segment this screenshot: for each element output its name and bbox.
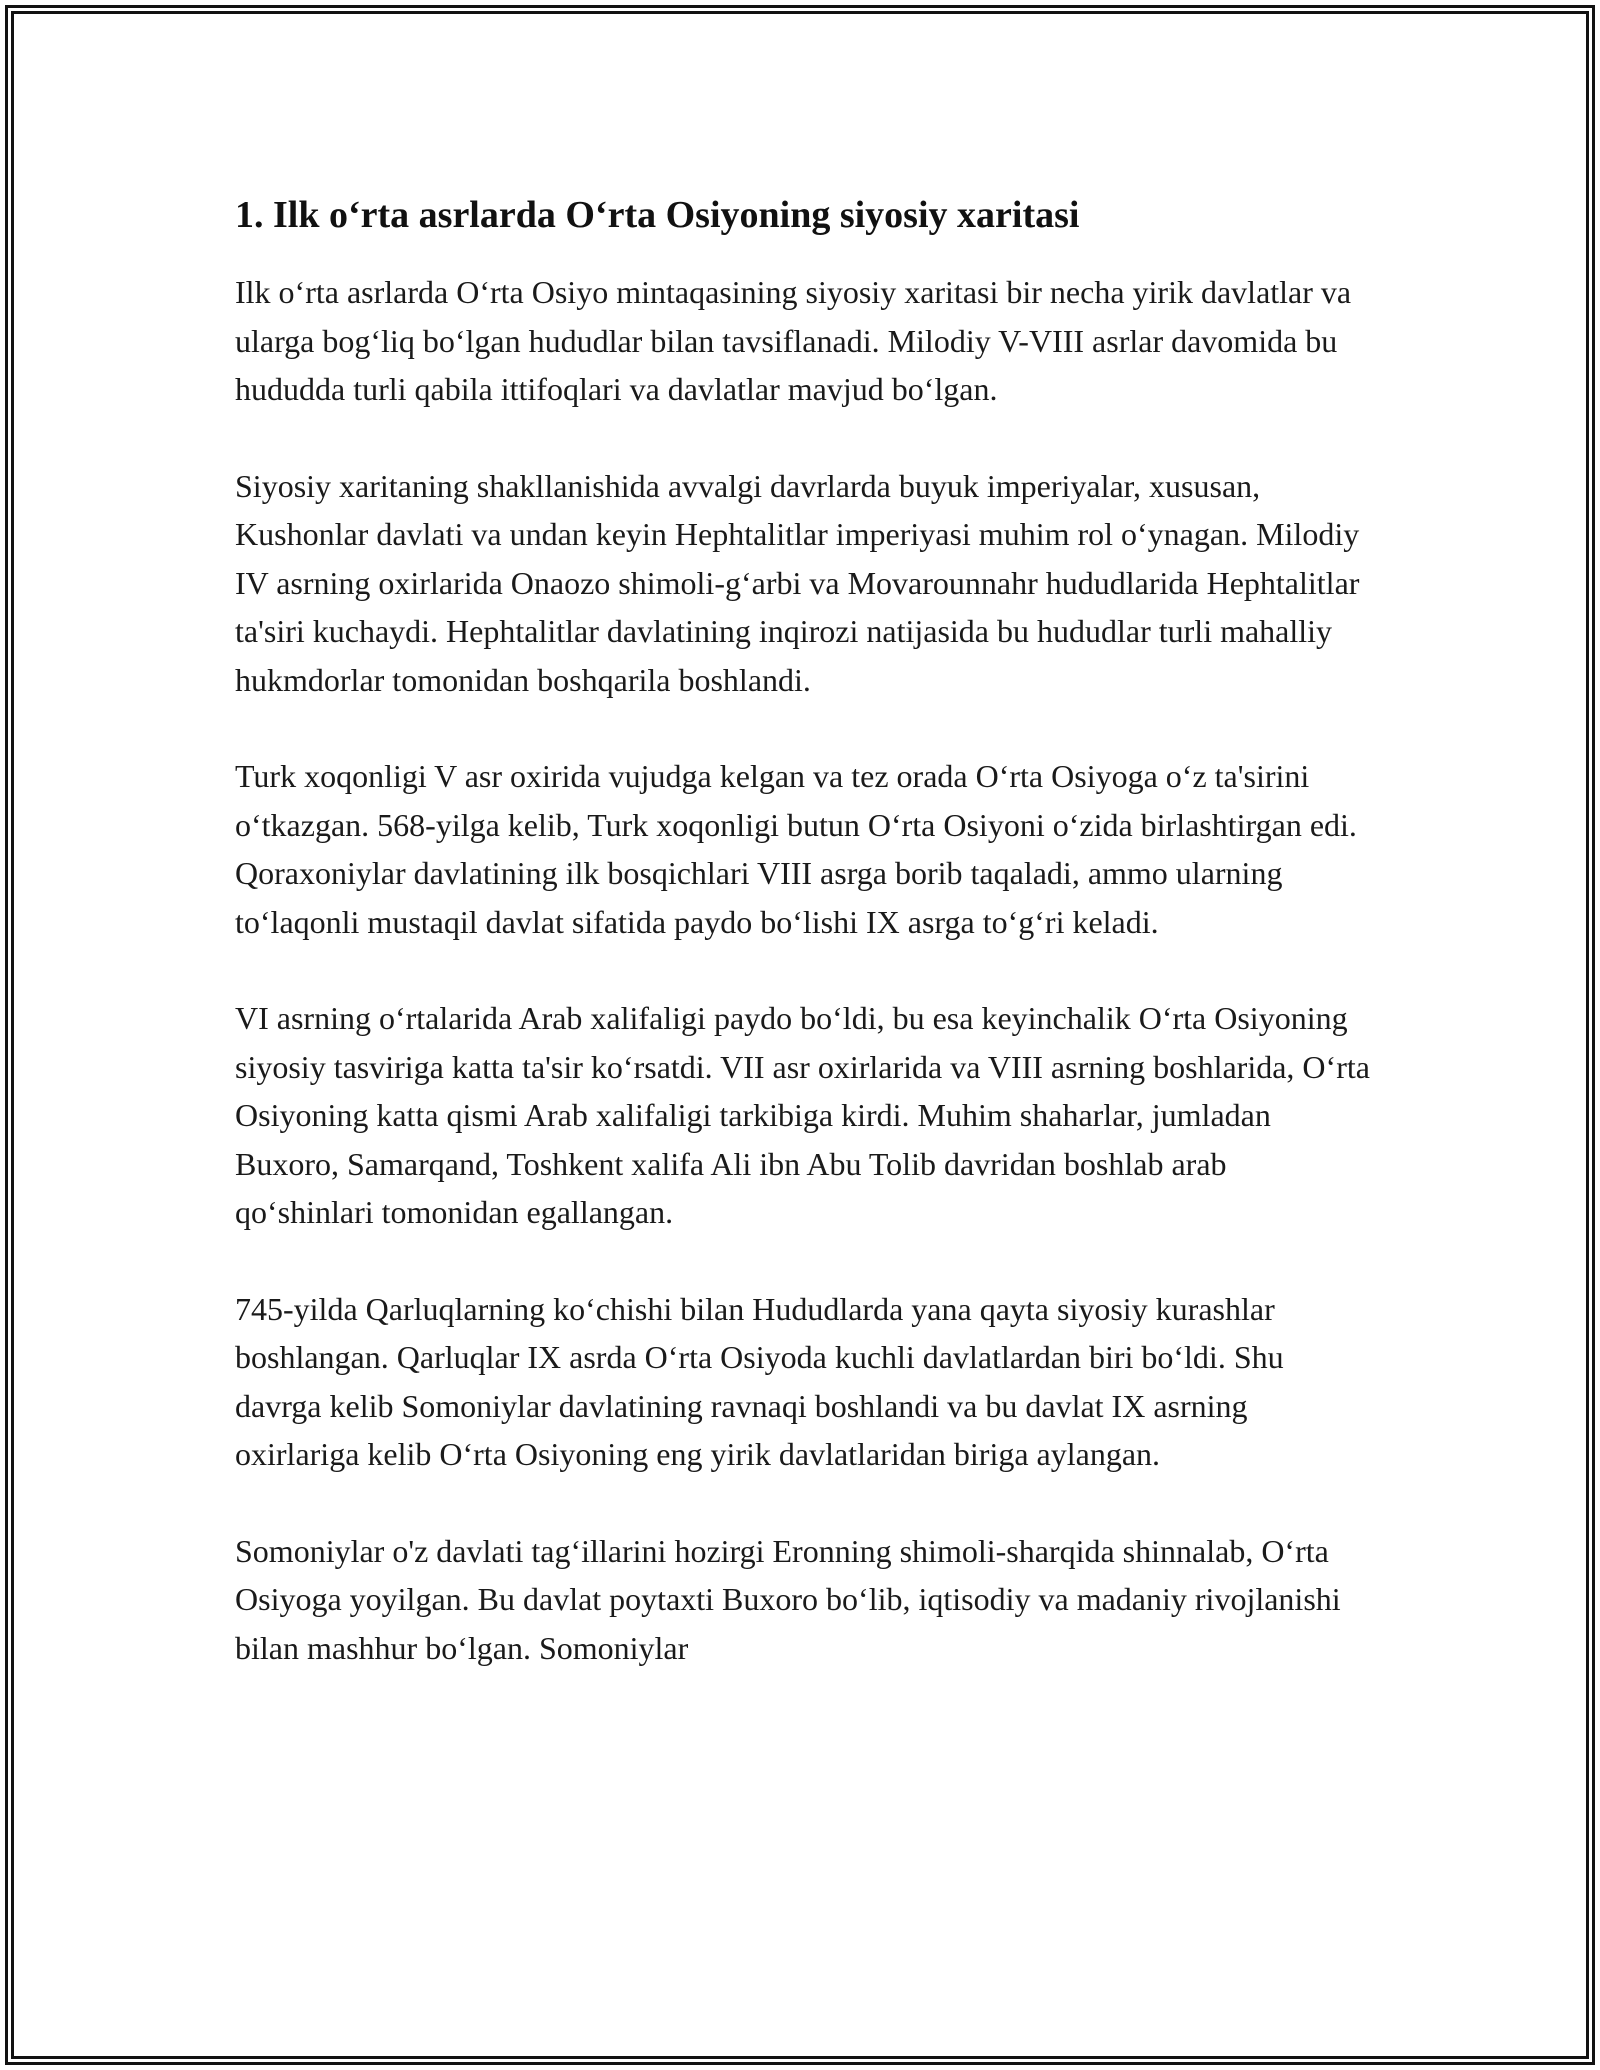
paragraph-2: Siyosiy xaritaning shakllanishida avvalgi davrlarda buyuk imperiyalar, xususan, Kushonlar davlati va undan keyin Hephtalitlar imperiyasi muhim rol oʻynagan. Milodiy IV asrning oxirlarida Onaozo shimoli-gʻarbi va Movarounnahr hududlarida Hephtalitlar ta'siri kuchaydi. Hephtalitlar davlatining inqirozi natijasida bu hududlar turli mahalliy hukmdorlar tomonidan boshqarila boshlandi.: [235, 467, 1360, 698]
paragraph-6: Somoniylar o'z davlati tagʻillarini hozirgi Eronning shimoli-sharqida shinnalab, Oʻrta Osiyoga yoyilgan. Bu davlat poytaxti Buxoro boʻlib, iqtisodiy va madaniy rivojlanishi bilan mashhur boʻlgan. Somoniylar: [235, 1532, 1341, 1666]
paragraph-1: Ilk oʻrta asrlarda Oʻrta Osiyo mintaqasining siyosiy xaritasi bir necha yirik davlatlar va ularga bogʻliq boʻlgan hududlar bilan tavsiflanadi. Milodiy V-VIII asrlar davomida bu hududda turli qabila ittifoqlari va davlatlar mavjud boʻlgan.: [235, 274, 1352, 407]
section-heading: 1. Ilk oʻrta asrlarda Oʻrta Osiyoning siyosiy xaritasi: [235, 194, 1080, 236]
paragraph-4: VI asrning oʻrtalarida Arab xalifaligi paydo boʻldi, bu esa keyinchalik Oʻrta Osiyoning siyosiy tasviriga katta ta'sir koʻrsatdi. VII asr oxirlarida va VIII asrning boshlarida, Oʻrta Osiyoning katta qismi Arab xalifaligi tarkibiga kirdi. Muhim shaharlar, jumladan Buxoro, Samarqand, Toshkent xalifa Ali ibn Abu Tolib davridan boshlab arab qoʻshinlari tomonidan egallangan.: [235, 1000, 1370, 1230]
document-body: [235, 190, 1370, 1720]
paragraph-3: Turk xoqonligi V asr oxirida vujudga kelgan va tez orada Oʻrta Osiyoga oʻz ta'sirini oʻtkazgan. 568-yilga kelib, Turk xoqonligi butun Oʻrta Osiyoni oʻzida birlashtirgan edi. Qoraxoniylar davlatining ilk bosqichlari VIII asrga borib taqaladi, ammo ularning toʻlaqonli mustaqil davlat sifatida paydo boʻlishi IX asrga toʻgʻri keladi.: [235, 758, 1357, 940]
paragraph-5: 745-yilda Qarluqlarning koʻchishi bilan Hududlarda yana qayta siyosiy kurashlar boshlangan. Qarluqlar IX asrda Oʻrta Osiyoda kuchli davlatlardan biri boʻldi. Shu davrga kelib Somoniylar davlatining ravnaqi boshlandi va bu davlat IX asrning oxirlariga kelib Oʻrta Osiyoning eng yirik davlatlaridan biriga aylangan.: [235, 1290, 1284, 1472]
